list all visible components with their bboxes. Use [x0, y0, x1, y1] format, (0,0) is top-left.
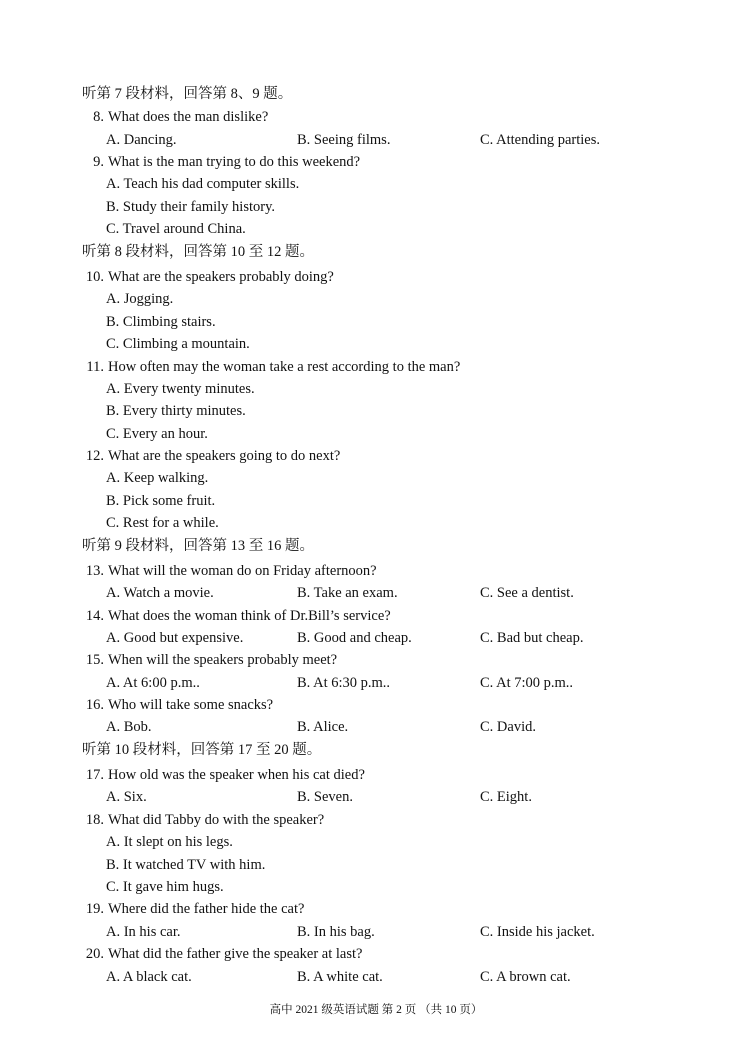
question-14 [82, 607, 391, 625]
q12-option-b: B. Pick some fruit. [106, 493, 216, 509]
q16-option-c: C. David. [480, 719, 536, 735]
q19-option-a: A. In his car. [106, 924, 181, 940]
question-text: What did the father give the speaker at last? [108, 946, 363, 962]
q17-option-b: B. Seven. [297, 789, 353, 805]
question-text: Who will take some snacks? [108, 697, 274, 713]
question-text: How old was the speaker when his cat died? [108, 767, 365, 783]
q10-option-a: A. Jogging. [106, 291, 174, 307]
question-text: How often may the woman take a rest according to the man? [108, 359, 461, 375]
q17-option-a: A. Six. [106, 789, 147, 805]
question-10 [82, 268, 334, 286]
q20-option-c: C. A brown cat. [480, 969, 571, 985]
q15-option-b: B. At 6:30 p.m.. [297, 675, 391, 691]
question-number: 16. [85, 697, 104, 713]
q18-option-c: C. It gave him hugs. [106, 879, 224, 895]
q12-option-c: C. Rest for a while. [106, 515, 219, 531]
question-number: 19. [85, 901, 104, 917]
question-9 [82, 153, 360, 171]
question-16 [82, 696, 273, 714]
question-12 [82, 447, 340, 465]
question-number: 10. [85, 269, 104, 285]
question-19 [82, 900, 304, 918]
question-number: 14. [85, 608, 104, 624]
q10-option-c: C. Climbing a mountain. [106, 336, 250, 352]
question-number: 8. [93, 109, 104, 125]
question-8 [82, 108, 268, 126]
question-17 [82, 766, 365, 784]
q13-option-a: A. Watch a movie. [106, 585, 214, 601]
question-number: 13. [85, 563, 104, 579]
q16-option-a: A. Bob. [106, 719, 152, 735]
q8-option-a: A. Dancing. [106, 132, 177, 148]
page-footer: 高中 2021 级英语试题 第 2 页 （共 10 页） [269, 1004, 483, 1016]
question-text: When will the speakers probably meet? [108, 652, 338, 668]
q11-option-b: B. Every thirty minutes. [106, 403, 246, 419]
question-number: 15. [85, 652, 104, 668]
q15-option-c: C. At 7:00 p.m.. [480, 675, 574, 691]
q13-option-b: B. Take an exam. [297, 585, 398, 601]
question-text: What does the man dislike? [108, 109, 269, 125]
q12-option-a: A. Keep walking. [106, 470, 209, 486]
question-15 [82, 651, 337, 669]
question-text: What does the woman think of Dr.Bill’s service? [108, 608, 391, 624]
question-text: What are the speakers going to do next? [108, 448, 341, 464]
section-heading-10: 听第 10 段材料，回答第 17 至 20 题。 [82, 742, 322, 758]
q11-option-a: A. Every twenty minutes. [106, 381, 255, 397]
q18-option-b: B. It watched TV with him. [106, 857, 266, 873]
q20-option-b: B. A white cat. [297, 969, 383, 985]
section-heading-7: 听第 7 段材料，回答第 8、9 题。 [82, 86, 293, 102]
q16-option-b: B. Alice. [297, 719, 349, 735]
question-text: What are the speakers probably doing? [108, 269, 334, 285]
q19-option-b: B. In his bag. [297, 924, 375, 940]
section-heading-8: 听第 8 段材料，回答第 10 至 12 题。 [82, 244, 314, 260]
question-number: 18. [85, 812, 104, 828]
q14-option-b: B. Good and cheap. [297, 630, 412, 646]
q14-option-c: C. Bad but cheap. [480, 630, 584, 646]
q18-option-a: A. It slept on his legs. [106, 834, 233, 850]
question-number: 9. [93, 154, 104, 170]
q19-option-c: C. Inside his jacket. [480, 924, 595, 940]
q9-option-c: C. Travel around China. [106, 221, 246, 237]
question-13 [82, 562, 377, 580]
q8-option-b: B. Seeing films. [297, 132, 391, 148]
q9-option-a: A. Teach his dad computer skills. [106, 176, 300, 192]
section-heading-9: 听第 9 段材料，回答第 13 至 16 题。 [82, 538, 314, 554]
question-18 [82, 811, 324, 829]
question-text: Where did the father hide the cat? [108, 901, 305, 917]
q11-option-c: C. Every an hour. [106, 426, 208, 442]
q14-option-a: A. Good but expensive. [106, 630, 244, 646]
q9-option-b: B. Study their family history. [106, 199, 276, 215]
q13-option-c: C. See a dentist. [480, 585, 574, 601]
question-text: What did Tabby do with the speaker? [108, 812, 325, 828]
question-number: 12. [85, 448, 104, 464]
question-number: 17. [85, 767, 104, 783]
question-11 [82, 358, 460, 376]
question-text: What will the woman do on Friday afternoon? [108, 563, 377, 579]
question-text: What is the man trying to do this weekend? [108, 154, 361, 170]
q8-option-c: C. Attending parties. [480, 132, 601, 148]
question-number: 11. [86, 359, 104, 375]
q20-option-a: A. A black cat. [106, 969, 192, 985]
q17-option-c: C. Eight. [480, 789, 532, 805]
question-20 [82, 945, 362, 963]
question-number: 20. [85, 946, 104, 962]
q10-option-b: B. Climbing stairs. [106, 314, 216, 330]
q15-option-a: A. At 6:00 p.m.. [106, 675, 200, 691]
